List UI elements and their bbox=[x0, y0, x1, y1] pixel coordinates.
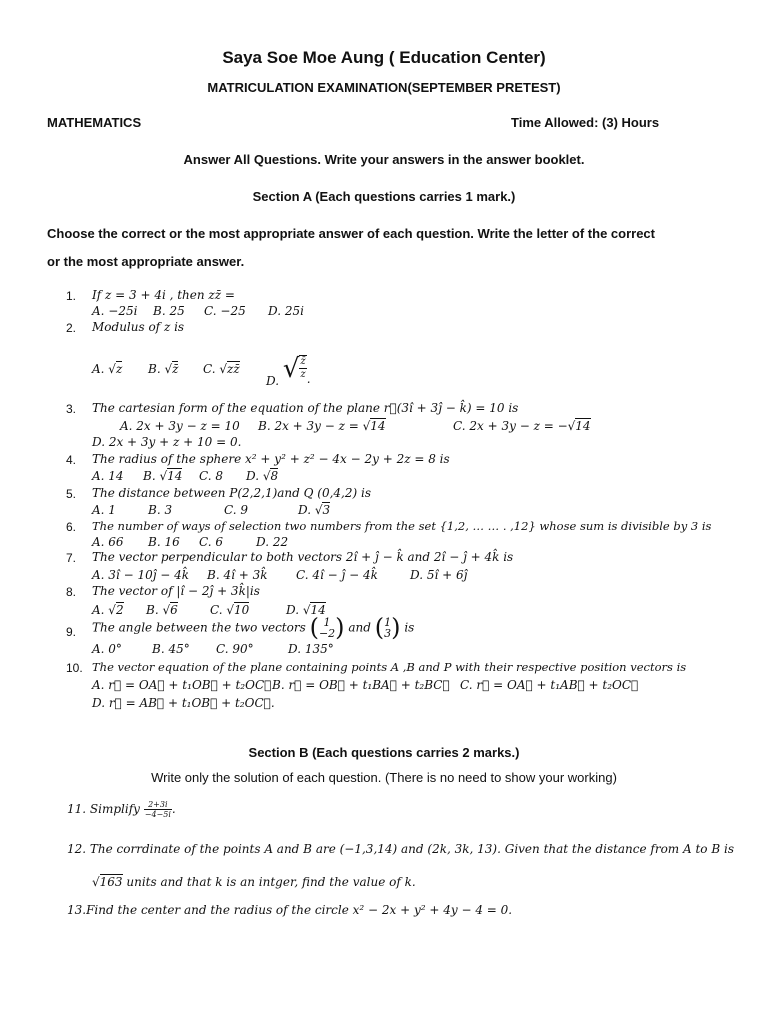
section-b-title: Section B (Each questions carries 2 marks.) bbox=[248, 745, 520, 760]
option-c: C. √10 bbox=[210, 603, 250, 617]
option-c: C. 8 bbox=[199, 469, 224, 483]
option-b: B. 45° bbox=[152, 642, 190, 656]
question-text: If z = 3 + 4i , then zz̄ = bbox=[92, 288, 235, 302]
option-c: C. 2x + 3y − z = −√14 bbox=[453, 419, 591, 433]
option-d: D. 135° bbox=[288, 642, 334, 656]
option-d: D. √14 bbox=[286, 603, 326, 617]
question-text: The angle between the two vectors ( 1 −2 ) and ( 1 3 ) is bbox=[92, 613, 415, 642]
section-b-instruction: Write only the solution of each question. (There is no need to show your working) bbox=[151, 770, 617, 785]
option-a: A. −25i bbox=[92, 304, 138, 318]
question-number: 10. bbox=[66, 661, 83, 675]
option-a: A. r⃗ = OA⃗ + t₁OB⃗ + t₂OC⃗ bbox=[92, 678, 272, 692]
question-number: 4. bbox=[66, 453, 77, 467]
option-b: B. r⃗ = OB⃗ + t₁BA⃗ + t₂BC⃗ bbox=[272, 678, 450, 692]
option-a: A. 2x + 3y − z = 10 bbox=[120, 419, 240, 433]
option-a: A. 66 bbox=[92, 535, 124, 549]
question-number: 3. bbox=[66, 402, 77, 416]
option-b: B. 2x + 3y − z = √14 bbox=[258, 419, 386, 433]
option-b: B. √6 bbox=[146, 603, 178, 617]
option-b: B. 3 bbox=[148, 503, 173, 517]
option-d: D. √8 bbox=[246, 469, 279, 483]
option-c: C. −25 bbox=[204, 304, 246, 318]
option-d: D. 25i bbox=[268, 304, 304, 318]
question-text: The radius of the sphere x² + y² + z² − 4x − 2y + 2z = 8 is bbox=[92, 452, 450, 466]
option-d: D. 2x + 3y + z + 10 = 0. bbox=[92, 435, 242, 449]
question-11: 11. Simplify $\frac{2+3i}{-4-5i}$ . bbox=[67, 800, 176, 819]
option-c: C. √zz̄ bbox=[203, 362, 240, 376]
option-a: A. √2 bbox=[92, 603, 124, 617]
question-number: 7. bbox=[66, 551, 77, 565]
option-c: C. 4î − ĵ − 4k̂ bbox=[296, 568, 378, 582]
question-text: The distance between P(2,2,1)and Q (0,4,2) is bbox=[92, 486, 371, 500]
question-number: 8. bbox=[66, 585, 77, 599]
option-d: D. 5î + 6ĵ bbox=[410, 568, 468, 582]
subject-label: MATHEMATICS bbox=[47, 115, 142, 130]
question-text: The vector perpendicular to both vectors 2î + ĵ − k̂ and 2î − ĵ + 4k̂ is bbox=[92, 550, 514, 564]
section-a-instruction-1: Choose the correct or the most appropriate answer of each question. Write the letter of the correct bbox=[47, 226, 655, 241]
option-b: B. 4î + 3k̂ bbox=[207, 568, 268, 582]
option-b: B. √14 bbox=[143, 469, 183, 483]
option-a: A. 0° bbox=[92, 642, 122, 656]
question-text: The vector equation of the plane containing points A ,B and P with their respective position vectors is bbox=[92, 660, 687, 674]
option-d: D. r⃗ = AB⃗ + t₁OB⃗ + t₂OC⃗. bbox=[92, 696, 275, 710]
question-number: 9. bbox=[66, 625, 77, 639]
question-text: The number of ways of selection two numbers from the set {1,2, … … . ,12} whose sum is divisible by 3 is bbox=[92, 519, 712, 533]
option-c: C. 9 bbox=[224, 503, 249, 517]
option-c: C. r⃗ = OA⃗ + t₁AB⃗ + t₂OC⃗ bbox=[460, 678, 639, 692]
option-d: D. √3 bbox=[298, 503, 331, 517]
option-b: B. √z̄ bbox=[148, 362, 179, 376]
option-a: A. √z bbox=[92, 362, 123, 376]
option-c: C. 6 bbox=[199, 535, 224, 549]
general-instruction: Answer All Questions. Write your answers in the answer booklet. bbox=[183, 152, 585, 167]
school-name: Saya Soe Moe Aung ( Education Center) bbox=[222, 48, 546, 67]
option-d: D. √ $\frac{z̄}{z}$ . bbox=[266, 354, 311, 388]
section-a-instruction-2: or the most appropriate answer. bbox=[47, 254, 245, 269]
option-c: C. 90° bbox=[216, 642, 254, 656]
option-a: A. 14 bbox=[92, 469, 124, 483]
question-13: 13.Find the center and the radius of the circle x² − 2x + y² + 4y − 4 = 0. bbox=[67, 903, 513, 917]
option-a: A. 3î − 10ĵ − 4k̂ bbox=[92, 568, 190, 582]
question-text: The vector of |î − 2ĵ + 3k̂|is bbox=[92, 584, 260, 598]
option-b: B. 25 bbox=[153, 304, 185, 318]
question-number: 6. bbox=[66, 520, 77, 534]
question-12-line-1: 12. The corrdinate of the points A and B are (−1,3,14) and (2k, 3k, 13). Given that the distance from A to B is bbox=[67, 842, 734, 856]
question-number: 5. bbox=[66, 487, 77, 501]
question-12-line-2: √163 units and that k is an intger, find the value of k. bbox=[92, 875, 416, 889]
section-a-title: Section A (Each questions carries 1 mark.) bbox=[252, 189, 516, 204]
time-allowed: Time Allowed: (3) Hours bbox=[511, 115, 660, 130]
question-text: Modulus of z is bbox=[92, 320, 185, 334]
option-d: D. 22 bbox=[256, 535, 289, 549]
question-number: 2. bbox=[66, 321, 77, 335]
option-a: A. 1 bbox=[92, 503, 116, 517]
question-text: The cartesian form of the equation of the plane r⃗(3î + 3ĵ − k̂) = 10 is bbox=[92, 401, 519, 415]
exam-title: MATRICULATION EXAMINATION(SEPTEMBER PRETEST) bbox=[207, 80, 561, 95]
question-number: 1. bbox=[66, 289, 77, 303]
option-b: B. 16 bbox=[148, 535, 180, 549]
